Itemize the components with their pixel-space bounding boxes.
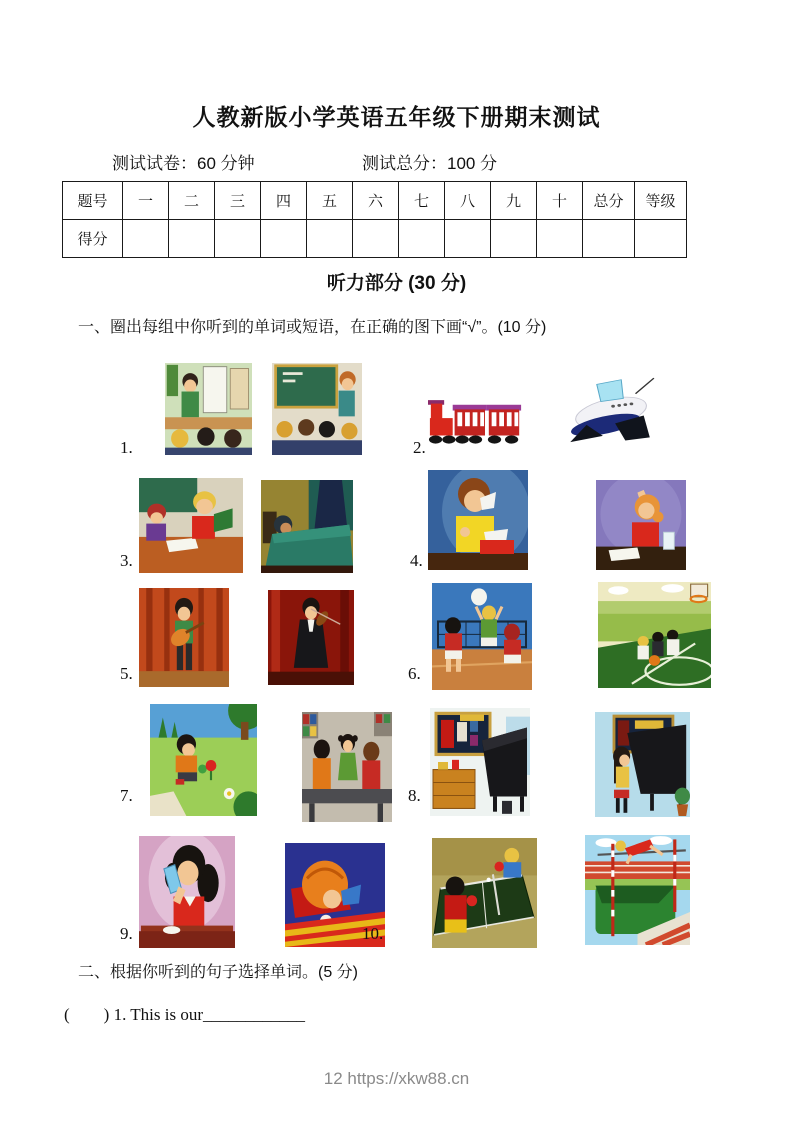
boy-playing-guitar-icon: [139, 588, 229, 687]
man-playing-violin-icon: [268, 590, 354, 685]
score-col-header: 五: [307, 182, 353, 220]
children-playing-volleyball-icon: [432, 583, 532, 690]
question2-heading: 二、根据你听到的句子选择单词。(5 分): [78, 964, 359, 981]
score-col-header: 六: [353, 182, 399, 220]
high-jump-icon: [585, 835, 690, 945]
score-cell: [169, 220, 215, 258]
children-playing-basketball-icon: [598, 582, 711, 688]
room-with-piano-icon: [430, 708, 530, 816]
score-cell: [583, 220, 635, 258]
score-table-header-row: [63, 182, 687, 220]
score-col-header: 十: [537, 182, 583, 220]
score-table: [62, 181, 687, 258]
airplane-icon: [558, 375, 660, 453]
score-cell: [491, 220, 537, 258]
children-reading-in-class-icon: [139, 478, 243, 573]
children-playing-table-tennis-icon: [432, 838, 537, 948]
item-9-number: 9.: [120, 924, 133, 943]
girl-headache-at-desk-icon: [596, 480, 686, 570]
score-col-header: 四: [261, 182, 307, 220]
children-talking-at-table-icon: [302, 712, 392, 822]
teacher-teaching-class-icon: [165, 363, 252, 455]
score-cell: [399, 220, 445, 258]
boy-planting-flowers-icon: [150, 704, 257, 816]
question2-item-1: ( ) 1. This is our____________: [64, 1005, 305, 1024]
girl-playing-piano-icon: [595, 712, 690, 817]
score-col-header: 一: [123, 182, 169, 220]
score-cell: [635, 220, 687, 258]
score-col-header: 三: [215, 182, 261, 220]
score-table-corner: 题号: [63, 182, 123, 220]
item-2-number: 2.: [413, 438, 426, 457]
teacher-at-chalkboard-icon: [272, 363, 362, 455]
red-train-icon: [428, 392, 523, 450]
boy-blowing-nose-icon: [428, 470, 528, 570]
item-10-number: 10.: [362, 924, 384, 943]
score-col-header: 等级: [635, 182, 687, 220]
girl-drinking-water-icon: [139, 836, 235, 948]
score-cell: [537, 220, 583, 258]
score-cell: [353, 220, 399, 258]
score-col-header: 总分: [583, 182, 635, 220]
listening-section-title: 听力部分 (30 分): [326, 273, 467, 294]
item-8-number: 8.: [408, 786, 421, 805]
score-col-header: 八: [445, 182, 491, 220]
item-4-number: 4.: [410, 551, 423, 570]
page-title: 人教新版小学英语五年级下册期末测试: [192, 104, 601, 130]
score-col-header: 九: [491, 182, 537, 220]
score-cell: [215, 220, 261, 258]
score-cell: [261, 220, 307, 258]
score-row-label: 得分: [63, 220, 123, 258]
score-cell: [307, 220, 353, 258]
item-3-number: 3.: [120, 551, 133, 570]
question1-heading: 一、圈出每组中你听到的单词或短语，在正确的图下画“√”。(10 分): [78, 319, 547, 336]
score-table-score-row: [63, 220, 687, 258]
person-sleeping-in-bed-icon: [261, 480, 353, 573]
score-cell: [445, 220, 491, 258]
test-total-label: 测试总分：100 分: [362, 154, 498, 173]
item-6-number: 6.: [408, 664, 421, 683]
page-footer: 12 https://xkw88.cn: [323, 1069, 470, 1088]
score-cell: [123, 220, 169, 258]
score-col-header: 七: [399, 182, 445, 220]
item-1-number: 1.: [120, 438, 133, 457]
item-7-number: 7.: [120, 786, 133, 805]
score-col-header: 二: [169, 182, 215, 220]
test-duration-label: 测试试卷：60 分钟: [112, 154, 255, 173]
item-5-number: 5.: [120, 664, 133, 683]
